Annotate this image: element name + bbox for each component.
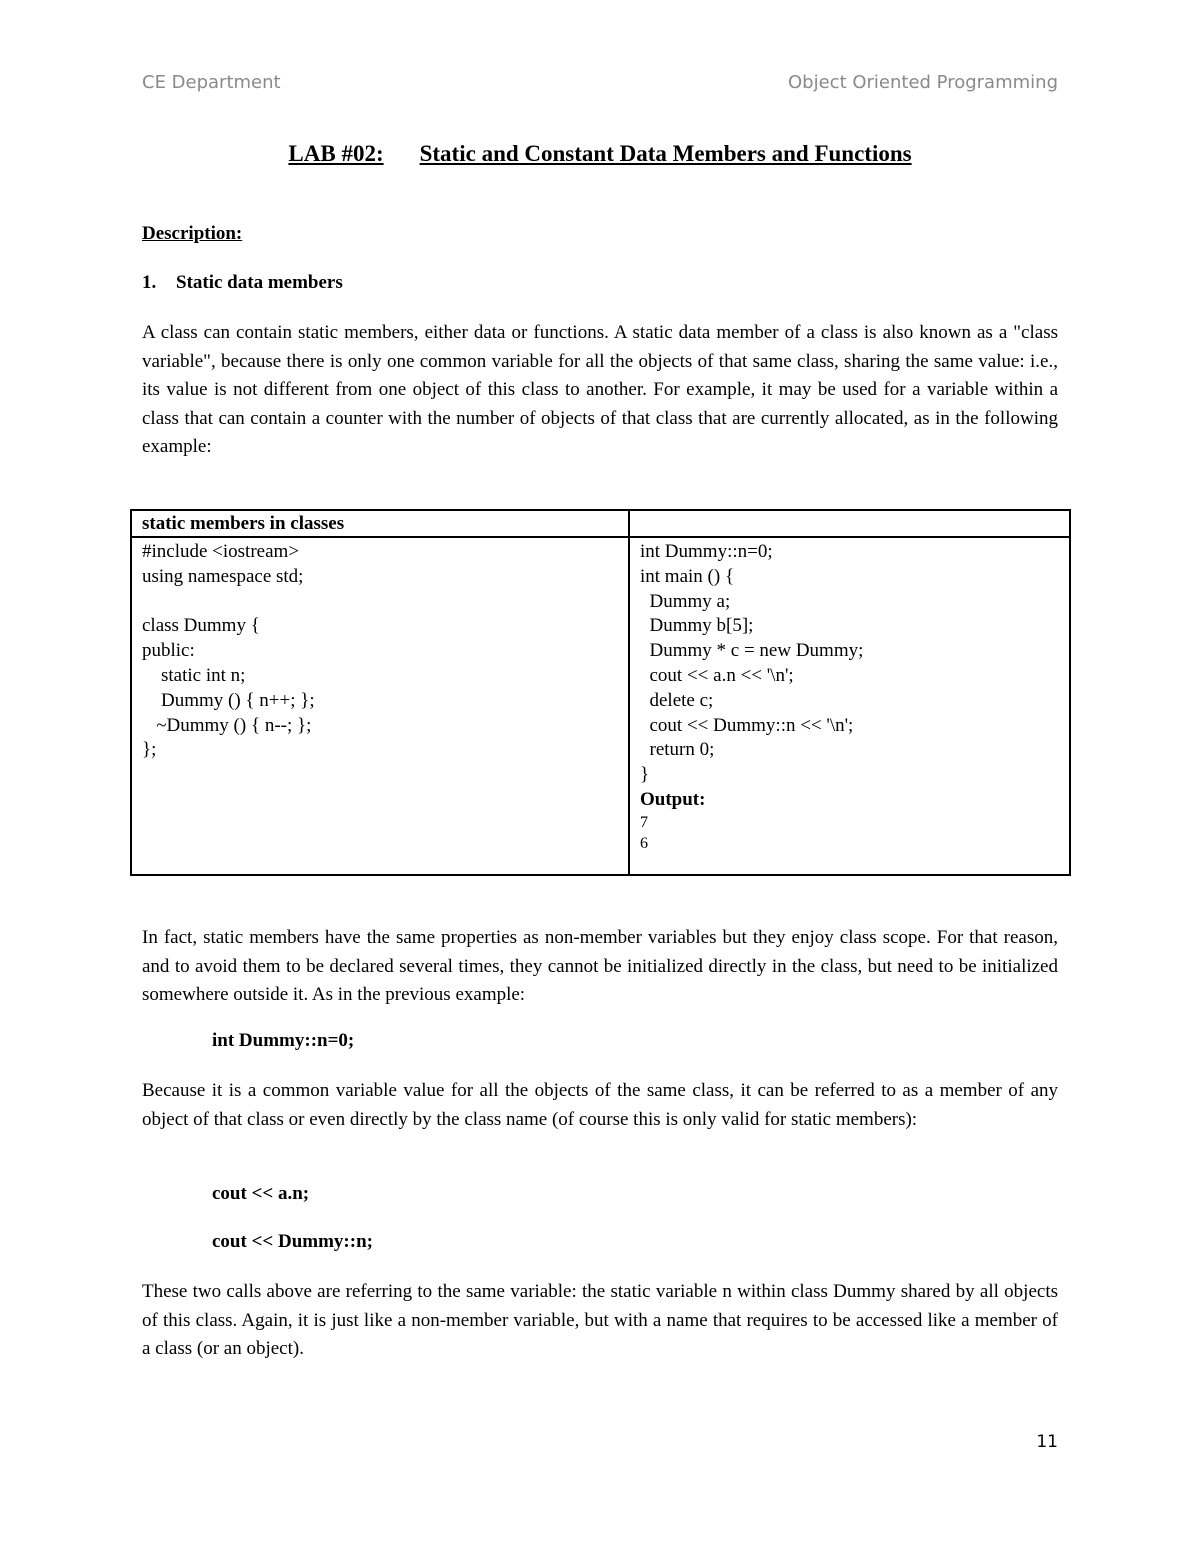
paragraph-same-variable: These two calls above are referring to the same variable: the static variable n within class Dummy shared by all objects of this class. Again, it is just like a non-member variable, but with a name that requires to be accessed like a member of a class (or an object). bbox=[142, 1281, 1058, 1359]
page-number: 11 bbox=[1036, 1432, 1058, 1452]
section-title: Static data members bbox=[176, 272, 343, 293]
description-heading: Description: bbox=[142, 223, 243, 244]
code-cell-class-definition bbox=[131, 537, 629, 875]
section-heading bbox=[142, 272, 343, 294]
code-line-cout-member: cout << a.n; bbox=[212, 1183, 310, 1204]
lab-topic: Static and Constant Data Members and Functions bbox=[419, 141, 912, 166]
running-header-left: CE Department bbox=[142, 72, 281, 93]
lab-number: LAB #02: bbox=[288, 141, 384, 166]
code-table-header-right bbox=[629, 510, 1070, 537]
paragraph-class-scope: In fact, static members have the same properties as non-member variables but they enjoy class scope. For that reason, and to avoid them to be declared several times, they cannot be initialized directly in the class, but need to be initialized somewhere outside it. As in the previous example: bbox=[142, 927, 1058, 1005]
code-cell-main-function bbox=[629, 537, 1070, 875]
section-number: 1. bbox=[142, 272, 157, 293]
running-header-right: Object Oriented Programming bbox=[788, 72, 1058, 93]
code-line-init: int Dummy::n=0; bbox=[212, 1030, 355, 1051]
code-example-table bbox=[130, 509, 1071, 876]
paragraph-common-variable: Because it is a common variable value for all the objects of the same class, it can be referred to as a member of any object of that class or even directly by the class name (of course this is only valid for static members): bbox=[142, 1080, 1058, 1130]
paragraph-static-members-intro: A class can contain static members, either data or functions. A static data member of a class is also known as a "class variable", because there is only one common variable for all the objects of that same class, sharing the same value: i.e., its value is not different from one object of this class to another. For example, it may be used for a variable within a class that can contain a counter with the number of objects of that class that are currently allocated, as in the following example: bbox=[142, 322, 1058, 457]
main-function-code: int Dummy::n=0; int main () { Dummy a; Dummy b[5]; Dummy * c = new Dummy; cout << a.n << '\n'; delete c; cout << Dummy::n << '\n'; return 0; } bbox=[640, 541, 864, 786]
page-title bbox=[0, 141, 1200, 167]
class-definition-code: #include <iostream> using namespace std; class Dummy { public: static int n; Dummy () { n++; }; ~Dummy () { n--; }; }; bbox=[142, 541, 315, 761]
code-line-cout-class: cout << Dummy::n; bbox=[212, 1231, 373, 1252]
code-table-header-left: static members in classes bbox=[131, 510, 629, 537]
output-values: 7 6 bbox=[640, 813, 648, 852]
output-label: Output: bbox=[640, 788, 706, 810]
